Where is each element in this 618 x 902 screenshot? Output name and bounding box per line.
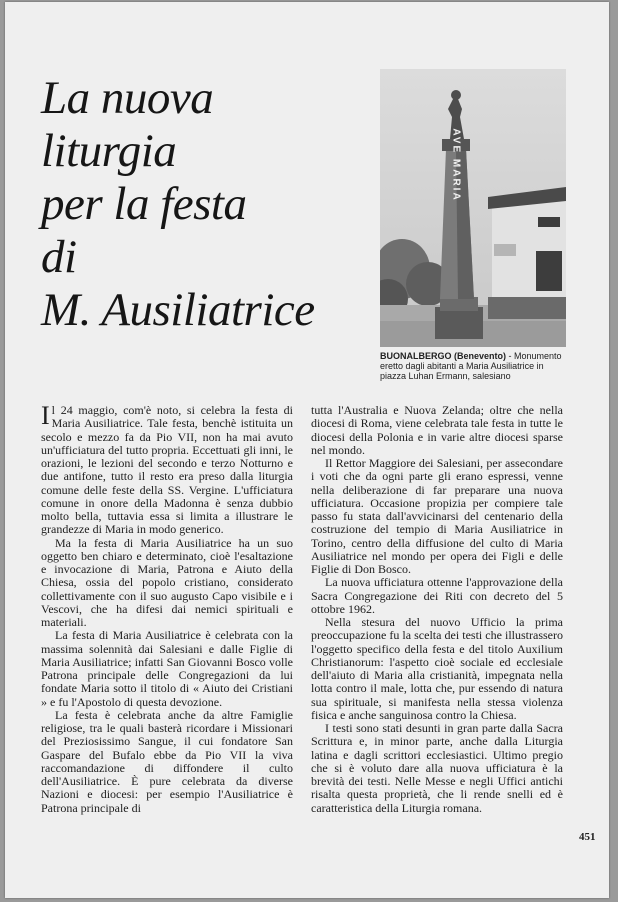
paragraph: Ma la festa di Maria Ausiliatrice ha un suo oggetto ben chiaro e determinato, cioè l'esaltazione e invocazione di Maria, Patrona e Aiuto della Chiesa, ossia del popolo cristiano, considerato collettivamente con il suo augusto Capo visibile e i Vescovi, che ha difesi dai nemici spirituali e materiali. [41,535,293,629]
photo-caption [380,351,570,381]
paragraph: La festa di Maria Ausiliatrice è celebrata con la massima solennità dai Salesiani e dalle Figlie di Maria Ausiliatrice; infatti San Giovanni Bosco volle Patrona principale delle Congregazioni da lui fondate Maria sotto il titolo di « Aiuto dei Cristiani » e fu l'Apostolo di questa devozione. [41,628,293,709]
paragraph: I testi sono stati desunti in gran parte dalla Sacra Scrittura e, in minor parte, anche dalla Liturgia latina e dagli scrittori ecclesiastici. Ultimo pregio che si è voluto dare alla nuova ufficiatura è la brevità dei testi. Nelle Messe e negli Uffici antichi risalta questa proprietà, che li rende snelli ed è caratteristica della Liturgia romana. [311,721,563,815]
title-line: di [41,231,77,283]
paragraph: La nuova ufficiatura ottenne l'approvazione della Sacra Congregazione dei Riti con decreto del 5 ottobre 1962. [311,575,563,616]
magazine-page [5,2,609,898]
title-line: M. Ausiliatrice [41,284,315,336]
text-column-right [311,404,563,815]
title-line: liturgia [41,125,177,177]
article-title [41,72,371,337]
monument-inscription: AVE MARIA [450,128,462,202]
page-number: 451 [579,831,596,843]
paragraph: Il 24 maggio, com'è noto, si celebra la festa di Maria Ausiliatrice. Tale festa, benchè istituita un secolo e mezzo fa da Pio VII, non ha mai avuto un'ufficiatura del tutto propria. Eccettuati gli inni, le orazioni, le lezioni del secondo e terzo Notturno e due antifone, tutto il resto era preso dalla liturgia comune delle feste della SS. Vergine. L'ufficiatura comune in onore della Madonna è senza dubbio molto bella, tuttavia essa si limita a illustrare le grandezze di Maria in modo generico. [41,401,293,537]
paragraph: tutta l'Australia e Nuova Zelanda; oltre che nella diocesi di Roma, viene celebrata tale festa in tutte le diocesi della Polonia e in varie altre diocesi sparse nel mondo. [311,403,563,457]
drop-cap: I [41,401,50,430]
text-column-left [41,401,293,815]
paragraph: Il Rettor Maggiore dei Salesiani, per assecondare i voti che da ogni parte gli erano espressi, venne nella deliberazione di far preparare una nuova ufficiatura. Occasione propizia per compiere tale passo fu stata dall'avvicinarsi del centenario della costruzione del tempio di Maria Ausiliatrice in Torino, centro della diffusione del culto di Maria Ausiliatrice nel mondo per opera dei Figli e delle Figlie di Don Bosco. [311,456,563,576]
caption-place: BUONALBERGO (Benevento) [380,351,507,361]
paragraph: La festa è celebrata anche da altre Famiglie religiose, tra le quali basterà ricordare i Missionari del Preziosissimo Sangue, il cui fondatore San Gaspare del Bufalo ebbe da Pio VII la viva raccomandazione di diffondere il culto dell'Ausiliatrice. È pure celebrata da diverse Nazioni e diocesi: per esempio l'Ausiliatrice è Patrona principale di [41,707,293,815]
caption-text: - Monumento eretto dagli abitanti a Maria Ausiliatrice in piazza Luhan Ermann, salesiano [380,351,562,381]
title-line: per la festa [41,178,247,230]
title-line: La nuova [41,72,214,124]
paragraph: Nella stesura del nuovo Ufficio la prima preoccupazione fu la scelta dei testi che illustrassero l'oggetto specifico della festa e del titolo Auxilium Christianorum: l'aspetto cioè sociale ed ecclesiale dell'aiuto di Maria alla cristianità, impegnata nella lotta contro il male, lotta che, pur essendo di natura sua spirituale, si manifesta nella stessa violenza fisica e anche sanguinosa contro la Chiesa. [311,615,563,722]
monument-illustration [380,69,566,347]
monument-photo [380,69,566,347]
